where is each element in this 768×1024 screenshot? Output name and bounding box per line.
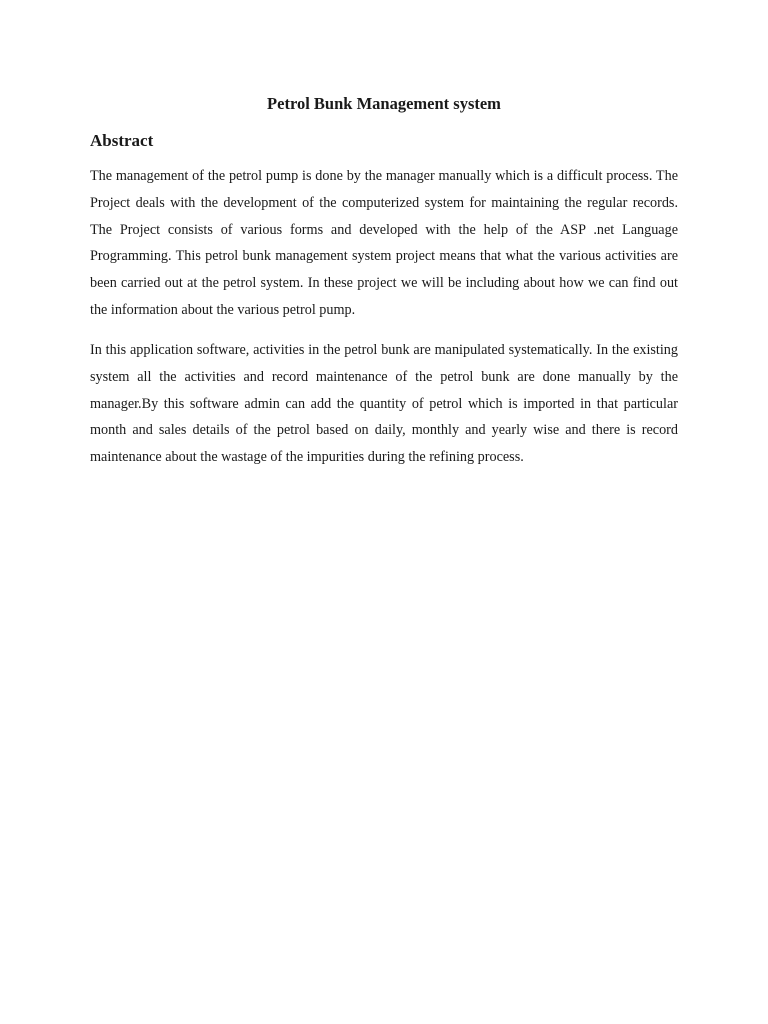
abstract-paragraph-2: In this application software, activities in the petrol bunk are manipulated systematically. In the existing system all the activities and record maintenance of the petrol bunk are done manually by the manager.By this software admin can add the quantity of petrol which is imported in that particular month and sales details of the petrol based on daily, monthly and yearly wise and there is record maintenance about the wastage of the impurities during the refining process. xyxy=(90,342,678,466)
abstract-heading: Abstract xyxy=(90,131,154,150)
document-title: Petrol Bunk Management system xyxy=(267,94,501,113)
abstract-paragraph-1: The management of the petrol pump is done by the manager manually which is a difficult process. The Project deals with the development of the computerized system for maintaining the regular records. The Project consists of various forms and developed with the help of the ASP .net Language Programming. This petrol bunk management system project means that what the various activities are been carried out at the petrol system. In these project we will be including about how we can find out the information about the various petrol pump. xyxy=(90,168,678,318)
